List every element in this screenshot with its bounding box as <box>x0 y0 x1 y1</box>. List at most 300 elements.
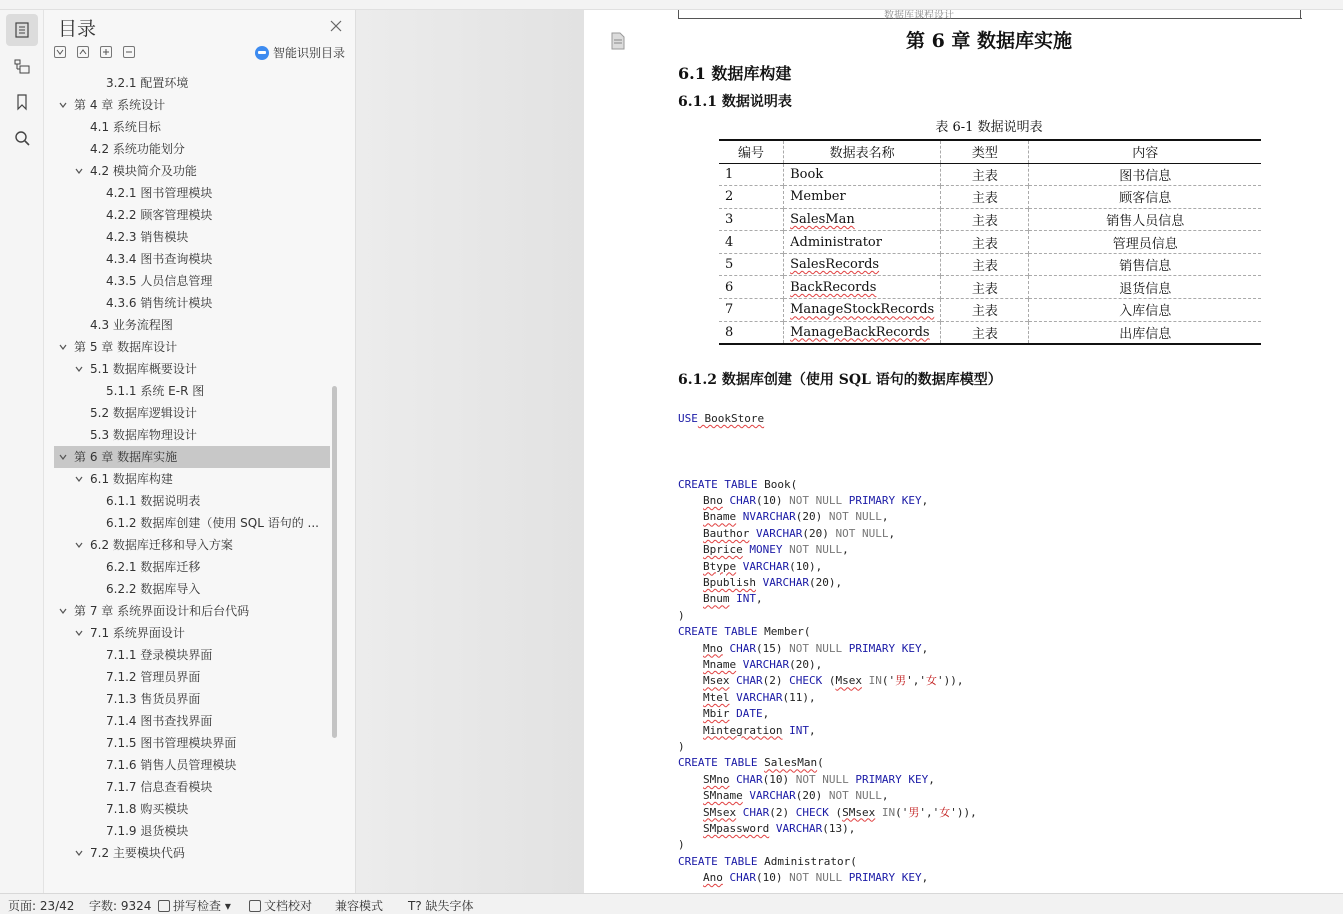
table-header-cell: 数据表名称 <box>784 140 941 163</box>
code-token: 男 <box>908 805 920 819</box>
table-row <box>719 163 1261 186</box>
code-token: INT <box>782 723 809 737</box>
toc-item[interactable] <box>54 468 330 490</box>
toc-item-label: 第 6 章 数据库实施 <box>74 450 178 464</box>
code-token: NOT NULL <box>782 543 843 557</box>
code-token: NOT NULL <box>782 641 843 655</box>
table-cell <box>784 231 941 254</box>
proofread-icon <box>249 900 261 912</box>
code-token: VARCHAR <box>736 658 790 671</box>
table-cell <box>784 299 941 322</box>
proofread-button[interactable] <box>249 897 312 914</box>
collapse-all-icon[interactable] <box>77 46 89 58</box>
table-cell <box>719 253 784 276</box>
toc-item[interactable] <box>54 644 330 666</box>
toc-item-label: 6.2 数据库迁移和导入方案 <box>90 538 233 552</box>
code-line <box>703 673 964 689</box>
code-token: VARCHAR <box>769 822 823 835</box>
toc-item-label: 4.2 模块简介及功能 <box>90 164 197 178</box>
subsection-title: 6.1.2 数据库创建（使用 SQL 语句的数据库模型） <box>678 372 1002 388</box>
cell-text: Member <box>790 189 846 205</box>
code-token: , <box>808 723 816 737</box>
code-token: CHECK <box>789 805 829 819</box>
table-cell <box>941 299 1029 322</box>
toc-item-label: 4.2.1 图书管理模块 <box>106 186 213 200</box>
toc-item[interactable] <box>54 534 330 556</box>
code-line <box>678 739 685 755</box>
table-cell <box>719 276 784 299</box>
nav-rail <box>0 10 44 893</box>
cell-text: 出库信息 <box>1119 326 1172 342</box>
code-token: , <box>881 789 889 803</box>
toc-item[interactable] <box>54 314 330 336</box>
toc-item-label: 7.1.4 图书查找界面 <box>106 714 213 728</box>
toc-item[interactable] <box>54 380 330 402</box>
code-token: IN <box>862 674 882 688</box>
code-token: 男 <box>895 674 907 688</box>
toc-item-label: 7.1.8 购买模块 <box>106 802 189 816</box>
cell-text: 主表 <box>971 191 998 207</box>
document-page <box>584 10 1343 893</box>
table-cell <box>719 186 784 209</box>
code-token: (11) <box>782 690 809 704</box>
cell-text: Administrator <box>790 234 882 250</box>
code-line <box>703 493 928 509</box>
table-cell <box>941 276 1029 299</box>
toc-panel <box>44 10 356 893</box>
chevron-down-icon[interactable] <box>59 101 67 109</box>
chevron-down-icon[interactable] <box>59 607 67 615</box>
toc-item[interactable] <box>54 116 330 138</box>
table-cell <box>1029 208 1261 231</box>
code-token: Mtel <box>703 690 730 704</box>
code-line <box>678 608 685 624</box>
toc-item[interactable] <box>54 72 330 94</box>
cell-text: 销售人员信息 <box>1106 213 1185 229</box>
table-header-cell: 内容 <box>1029 140 1261 163</box>
code-token: , <box>921 641 929 655</box>
code-token: SMno <box>703 772 730 786</box>
toc-item-label: 7.1.9 退货模块 <box>106 824 189 838</box>
cell-text: 顾客信息 <box>1119 191 1172 207</box>
table-row <box>719 253 1261 276</box>
code-token: , <box>881 510 889 524</box>
toc-item[interactable] <box>54 512 330 534</box>
code-token: , <box>921 494 929 507</box>
code-token: (2) <box>769 805 790 819</box>
code-token: CHAR <box>722 641 756 655</box>
code-token: CHAR <box>736 805 770 819</box>
table-cell <box>784 253 941 276</box>
code-line <box>703 723 816 739</box>
code-line <box>703 542 849 558</box>
chevron-down-icon[interactable] <box>75 475 83 483</box>
toc-item-label: 7.1.5 图书管理模块界面 <box>106 736 237 750</box>
header-margin-mark <box>678 10 679 18</box>
code-token: CHAR <box>729 772 763 786</box>
code-token: , <box>756 592 763 606</box>
cell-text: 主表 <box>971 281 998 297</box>
code-line <box>703 690 816 706</box>
code-token: , <box>808 690 816 704</box>
toc-item[interactable] <box>54 490 330 512</box>
toc-item-label: 6.2.1 数据库迁移 <box>106 560 201 574</box>
toc-item[interactable] <box>54 182 330 204</box>
toc-item-label: 4.1 系统目标 <box>90 120 161 134</box>
code-line <box>703 591 763 607</box>
page-count[interactable]: 页面: 23/42 <box>8 899 75 913</box>
table-cell <box>1029 321 1261 344</box>
toc-item[interactable] <box>54 666 330 688</box>
toc-item-label: 5.3 数据库物理设计 <box>90 428 197 442</box>
code-token: , <box>888 526 896 540</box>
top-toolbar-strip <box>0 0 1343 10</box>
toc-item-label: 6.1 数据库构建 <box>90 472 173 486</box>
checkbox-icon <box>158 900 170 912</box>
smart-toc-button[interactable] <box>255 44 345 61</box>
proofread-label: 文档校对 <box>264 899 313 913</box>
code-token: , <box>815 658 823 671</box>
toc-item-label: 6.1.1 数据说明表 <box>106 494 201 508</box>
code-token: NOT NULL <box>822 510 882 524</box>
table-cell <box>784 276 941 299</box>
toc-item[interactable] <box>54 820 330 842</box>
table-cell <box>1029 186 1261 209</box>
toc-item[interactable] <box>54 358 330 380</box>
cell-text: 主表 <box>971 236 998 252</box>
smart-toc-label: 智能识别目录 <box>272 46 345 60</box>
add-heading-icon[interactable] <box>100 46 112 58</box>
toc-item-label: 5.1.1 系统 E-R 图 <box>106 384 205 398</box>
cell-text: 入库信息 <box>1119 304 1172 320</box>
code-token: NOT NULL <box>789 772 849 786</box>
bookmark-icon[interactable] <box>6 86 38 118</box>
code-token: BookStore <box>697 412 765 425</box>
code-token: SMsex <box>842 805 876 819</box>
missing-font-button[interactable] <box>408 897 474 914</box>
subsection-title: 6.1.1 数据说明表 <box>678 94 792 110</box>
code-token: Bauthor <box>703 526 750 540</box>
cell-text: SalesRecords <box>790 257 880 273</box>
cell-text: Book <box>790 166 824 182</box>
code-token: ( <box>822 674 836 688</box>
code-token: Administrator( <box>757 854 857 868</box>
header-rule <box>678 18 1302 19</box>
toc-item-label: 4.2.3 销售模块 <box>106 230 189 244</box>
status-bar <box>0 893 1343 914</box>
toc-item[interactable] <box>54 842 330 864</box>
code-line <box>703 559 822 575</box>
code-token: NVARCHAR <box>736 510 796 524</box>
code-token: ',' <box>919 805 940 819</box>
toc-item-label: 4.3 业务流程图 <box>90 318 173 332</box>
code-token: ')), <box>937 674 964 688</box>
table-cell <box>719 231 784 254</box>
code-token: ',' <box>906 674 926 688</box>
code-token: DATE <box>729 707 763 721</box>
code-token: SalesMan <box>764 756 818 770</box>
chevron-down-icon[interactable] <box>59 343 67 351</box>
code-line <box>703 657 822 673</box>
code-token: IN <box>875 805 896 819</box>
cell-text: 管理员信息 <box>1112 236 1178 252</box>
code-token: 女 <box>926 674 937 688</box>
toc-item-label: 7.2 主要模块代码 <box>90 846 185 860</box>
toc-item-label: 7.1.6 销售人员管理模块 <box>106 758 237 772</box>
table-cell <box>1029 231 1261 254</box>
code-token: , <box>928 772 935 786</box>
code-line <box>703 788 888 804</box>
cell-text: 8 <box>725 324 734 340</box>
toc-item-label: 第 5 章 数据库设计 <box>74 340 178 354</box>
chevron-down-icon[interactable] <box>75 365 83 373</box>
code-token: Btype <box>703 559 737 573</box>
table-cell <box>784 186 941 209</box>
table-cell <box>1029 163 1261 186</box>
code-token: PRIMARY KEY <box>848 772 929 786</box>
code-token: , <box>921 871 929 885</box>
table-cell <box>941 163 1029 186</box>
code-token: CHAR <box>722 871 756 885</box>
toc-item[interactable] <box>54 710 330 732</box>
word-count[interactable]: 字数: 9324 <box>89 899 152 913</box>
code-token: CREATE TABLE <box>678 756 758 770</box>
cell-text: ManageBackRecords <box>790 324 930 340</box>
toc-item[interactable] <box>54 402 330 424</box>
cell-text: 2 <box>725 189 734 205</box>
toc-item[interactable] <box>54 138 330 160</box>
toc-item[interactable] <box>54 688 330 710</box>
table-cell <box>1029 253 1261 276</box>
code-token: (10) <box>789 559 816 573</box>
code-token: Msex <box>835 674 862 688</box>
toc-item[interactable] <box>54 248 330 270</box>
table-header-row <box>719 140 1261 163</box>
toc-item-label: 5.2 数据库逻辑设计 <box>90 406 197 420</box>
toc-item[interactable] <box>54 94 330 116</box>
cell-text: 7 <box>725 302 734 318</box>
toc-item-label: 7.1.1 登录模块界面 <box>106 648 213 662</box>
code-token: ) <box>678 740 685 753</box>
code-token: MONEY <box>742 543 783 557</box>
toc-item-label: 第 7 章 系统界面设计和后台代码 <box>74 604 250 618</box>
code-token: Mbir <box>703 707 730 721</box>
code-line <box>703 805 977 821</box>
code-token: (' <box>895 805 909 819</box>
code-token: Mno <box>703 641 723 655</box>
cell-text: BackRecords <box>790 279 877 295</box>
code-line <box>678 837 685 853</box>
code-token: VARCHAR <box>729 690 783 704</box>
data-description-table <box>719 139 1261 345</box>
code-token: (20) <box>795 510 823 524</box>
code-token: , <box>815 559 823 573</box>
navigation-pane-icon[interactable] <box>6 50 38 82</box>
cell-text: 主表 <box>971 213 998 229</box>
toc-item-label: 4.3.4 图书查询模块 <box>106 252 213 266</box>
chevron-down-icon[interactable] <box>59 453 67 461</box>
search-icon[interactable] <box>6 122 38 154</box>
toc-item-label: 5.1 数据库概要设计 <box>90 362 197 376</box>
toc-item[interactable] <box>54 424 330 446</box>
toc-title: 目录 <box>58 18 97 40</box>
code-token: (10) <box>762 772 790 786</box>
toc-item[interactable] <box>54 578 330 600</box>
code-token: Msex <box>703 674 730 688</box>
toc-item-label: 7.1.2 管理员界面 <box>106 670 201 684</box>
cell-text: 主表 <box>971 326 998 342</box>
table-header-cell: 类型 <box>941 140 1029 163</box>
code-token: VARCHAR <box>755 576 809 589</box>
code-token: CHAR <box>722 494 756 507</box>
code-token: Bpublish <box>703 576 756 589</box>
code-line <box>678 755 824 771</box>
code-token: NOT NULL <box>828 526 889 540</box>
table-row <box>719 231 1261 254</box>
spell-check-label: 拼写检查 <box>173 899 222 913</box>
toc-icon[interactable] <box>6 14 38 46</box>
toc-item[interactable] <box>54 292 330 314</box>
code-token: (20) <box>802 526 829 540</box>
toc-item[interactable] <box>54 798 330 820</box>
toc-item[interactable] <box>54 600 330 622</box>
code-token: Member( <box>757 625 811 639</box>
toc-item-label: 7.1 系统界面设计 <box>90 626 185 640</box>
code-token: (' <box>881 674 896 688</box>
header-margin-mark <box>1300 10 1301 18</box>
table-row <box>719 186 1261 209</box>
toc-item-label: 7.1.7 信息查看模块 <box>106 780 213 794</box>
code-line <box>703 575 842 591</box>
cell-text: 主表 <box>971 259 998 275</box>
toc-item[interactable] <box>54 226 330 248</box>
cell-text: SalesMan <box>790 211 855 227</box>
toc-item-label: 7.1.3 售货员界面 <box>106 692 201 706</box>
toc-item[interactable] <box>54 754 330 776</box>
table-cell <box>1029 299 1261 322</box>
chevron-down-icon[interactable] <box>75 541 83 549</box>
code-token: VARCHAR <box>742 789 796 803</box>
code-token: (15) <box>756 641 783 655</box>
code-line <box>703 870 928 886</box>
table-caption: 表 6-1 数据说明表 <box>935 120 1043 135</box>
code-token: Mname <box>703 658 737 671</box>
code-token: Mintegration <box>703 723 783 737</box>
spell-check-button[interactable]: 拼写检查 ▾ <box>158 897 231 914</box>
cell-text: ManageStockRecords <box>790 302 935 318</box>
section-title: 6.1 数据库构建 <box>678 64 792 83</box>
table-row <box>719 208 1261 231</box>
code-token: (20) <box>808 576 836 589</box>
table-cell <box>941 208 1029 231</box>
toc-item-label: 4.3.5 人员信息管理 <box>106 274 213 288</box>
code-token: (10) <box>756 494 783 507</box>
cell-text: 图书信息 <box>1119 168 1172 184</box>
code-token: ) <box>678 838 685 852</box>
table-cell <box>719 299 784 322</box>
table-row <box>719 299 1261 322</box>
code-line <box>678 411 764 427</box>
toc-item[interactable] <box>54 556 330 578</box>
code-token: (20) <box>789 658 816 671</box>
code-token: CREATE TABLE <box>678 625 758 639</box>
chevron-down-icon[interactable] <box>75 167 83 175</box>
table-cell <box>784 321 941 344</box>
toc-item-label: 4.3.6 销售统计模块 <box>106 296 213 310</box>
code-token: , <box>842 543 849 557</box>
code-line <box>703 772 935 788</box>
code-line <box>678 477 797 493</box>
code-line <box>703 526 895 542</box>
toc-item[interactable] <box>54 204 330 226</box>
toc-item-label: 3.2.1 配置环境 <box>106 76 189 90</box>
toc-item[interactable] <box>54 336 330 358</box>
toc-scrollbar[interactable] <box>332 386 337 738</box>
close-icon[interactable] <box>329 18 343 32</box>
code-token: Bnum <box>703 592 730 606</box>
table-cell <box>941 253 1029 276</box>
expand-all-icon[interactable] <box>54 46 66 58</box>
cell-text: 5 <box>725 257 734 273</box>
code-token: (13) <box>822 822 849 835</box>
code-token: NOT NULL <box>782 494 843 507</box>
toc-item-label: 4.2 系统功能划分 <box>90 142 185 156</box>
cell-text: 主表 <box>971 304 998 320</box>
code-token: PRIMARY KEY <box>842 641 922 655</box>
toc-item-label: 第 4 章 系统设计 <box>74 98 166 112</box>
code-token: , <box>835 576 843 589</box>
code-token: PRIMARY KEY <box>842 871 922 885</box>
chevron-down-icon[interactable] <box>75 849 83 857</box>
code-token: Bprice <box>703 543 743 557</box>
table-cell <box>941 231 1029 254</box>
chevron-down-icon[interactable] <box>75 629 83 637</box>
toc-item[interactable] <box>54 622 330 644</box>
code-token: CHAR <box>729 674 763 688</box>
code-token: SMname <box>703 789 743 803</box>
code-line <box>703 821 855 837</box>
table-cell <box>941 186 1029 209</box>
toc-item-label: 6.1.2 数据库创建（使用 SQL 语句的 ... <box>106 516 319 530</box>
code-token: (10) <box>756 871 783 885</box>
table-row <box>719 276 1261 299</box>
code-token: 女 <box>939 805 951 819</box>
toc-item[interactable] <box>54 160 330 182</box>
code-token: SMsex <box>703 805 737 819</box>
toc-item[interactable] <box>54 446 330 468</box>
compat-mode-label[interactable]: 兼容模式 <box>335 899 384 913</box>
code-token: CHECK <box>782 674 823 688</box>
table-cell <box>719 321 784 344</box>
code-token: NOT NULL <box>822 789 882 803</box>
table-cell <box>784 163 941 186</box>
toc-item[interactable] <box>54 270 330 292</box>
table-cell <box>941 321 1029 344</box>
table-cell <box>719 208 784 231</box>
toc-item-label: 6.2.2 数据库导入 <box>106 582 201 596</box>
code-line <box>678 854 857 870</box>
code-token: , <box>848 822 856 835</box>
code-token: VARCHAR <box>749 526 803 540</box>
toc-item[interactable] <box>54 776 330 798</box>
smart-toc-icon <box>255 46 269 60</box>
toc-item[interactable] <box>54 732 330 754</box>
cell-text: 4 <box>725 234 734 250</box>
toc-list <box>54 72 350 890</box>
table-header-cell: 编号 <box>719 140 784 163</box>
remove-heading-icon[interactable] <box>123 46 135 58</box>
code-token: CREATE TABLE <box>678 854 758 868</box>
